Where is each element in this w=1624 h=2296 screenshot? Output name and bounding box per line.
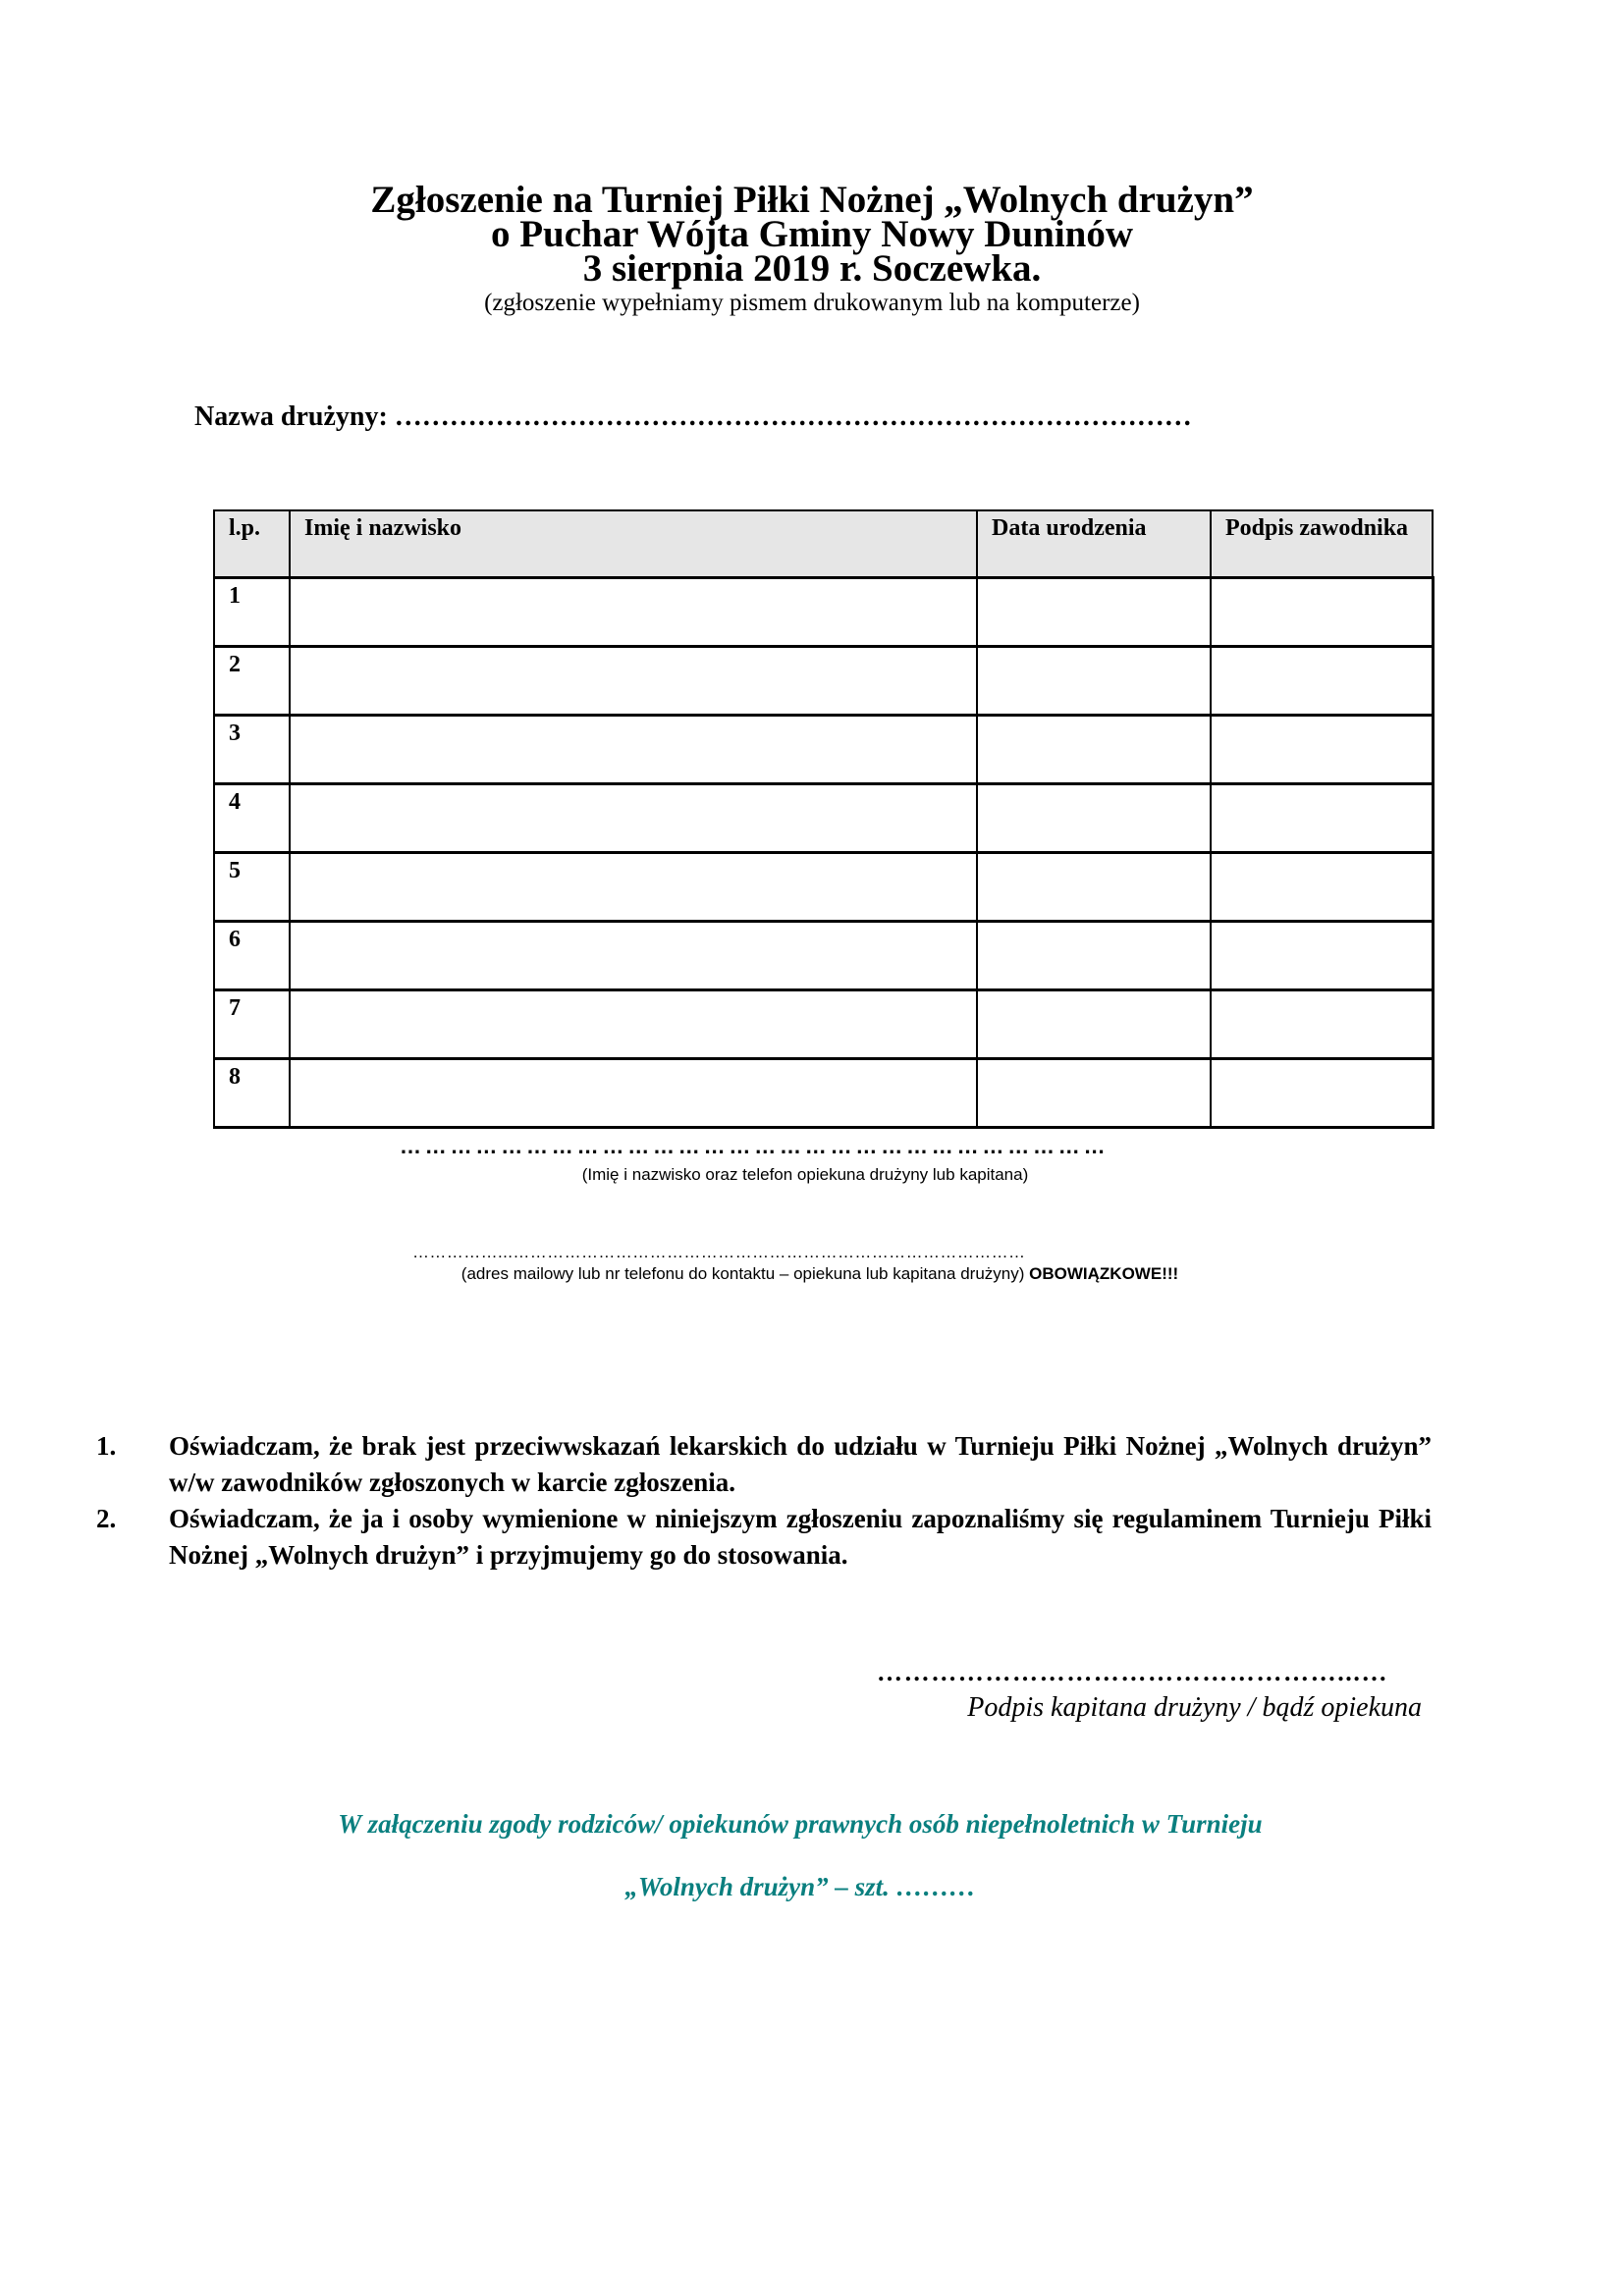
declaration-1 (96, 1428, 1432, 1501)
player-name-cell[interactable] (290, 647, 977, 716)
roster-table (213, 509, 1435, 1129)
captain-signature-line[interactable]: ……………………………………………...… (877, 1658, 1389, 1686)
birth-date-cell[interactable] (977, 1059, 1211, 1128)
birth-date-cell[interactable] (977, 647, 1211, 716)
column-header-signature: Podpis zawodnika (1211, 510, 1433, 578)
birth-date-cell[interactable] (977, 716, 1211, 784)
player-signature-cell[interactable] (1211, 990, 1433, 1059)
roster-header-row (214, 510, 1433, 578)
player-name-cell[interactable] (290, 578, 977, 647)
player-signature-cell[interactable] (1211, 716, 1433, 784)
roster-row (214, 647, 1433, 716)
roster-row (214, 784, 1433, 853)
attachment-note-line-1: W załączeniu zgody rodziców/ opiekunów prawnych osób niepełnoletnich w Turnieju (338, 1809, 1263, 1839)
attachment-note-line-2: „Wolnych drużyn” – szt. ……… (624, 1872, 976, 1901)
roster-row (214, 990, 1433, 1059)
declaration-number: 2. (96, 1504, 117, 1533)
player-name-cell[interactable] (290, 853, 977, 922)
birth-date-cell[interactable] (977, 784, 1211, 853)
guardian-contact-caption: (Imię i nazwisko oraz telefon opiekuna drużyny lub kapitana) (581, 1165, 1029, 1184)
form-title-line-2: o Puchar Wójta Gminy Nowy Duninów (490, 213, 1134, 255)
form-subtitle: (zgłoszenie wypełniamy pismem drukowanym lub na komputerze) (484, 290, 1140, 316)
player-signature-cell[interactable] (1211, 922, 1433, 990)
roster-row (214, 853, 1433, 922)
declaration-2 (96, 1501, 1432, 1574)
roster-row (214, 578, 1433, 647)
team-name-label: Nazwa drużyny: (194, 401, 388, 432)
team-name-field (194, 401, 1192, 433)
column-header-birth-date: Data urodzenia (977, 510, 1211, 578)
column-header-name: Imię i nazwisko (290, 510, 977, 578)
player-signature-cell[interactable] (1211, 853, 1433, 922)
player-signature-cell[interactable] (1211, 647, 1433, 716)
form-title-line-3: 3 sierpnia 2019 r. Soczewka. (582, 247, 1042, 290)
birth-date-cell[interactable] (977, 578, 1211, 647)
row-number: 7 (214, 990, 290, 1059)
column-header-lp: l.p. (214, 510, 290, 578)
row-number: 4 (214, 784, 290, 853)
player-name-cell[interactable] (290, 1059, 977, 1128)
row-number: 8 (214, 1059, 290, 1128)
form-title-line-1: Zgłoszenie na Turniej Piłki Nożnej „Wolnych drużyn” (370, 179, 1254, 221)
birth-date-cell[interactable] (977, 990, 1211, 1059)
player-name-cell[interactable] (290, 784, 977, 853)
declaration-number: 1. (96, 1431, 117, 1461)
row-number: 5 (214, 853, 290, 922)
player-name-cell[interactable] (290, 716, 977, 784)
email-caption-text: (adres mailowy lub nr telefonu do kontaktu – opiekuna lub kapitana drużyny) (460, 1264, 1025, 1283)
declaration-text: Oświadczam, że ja i osoby wymienione w niniejszym zgłoszeniu zapoznaliśmy się regulaminem Turnieju Piłki Nożnej „Wolnych drużyn” i przyjmujemy go do stosowania. (169, 1504, 1432, 1570)
birth-date-cell[interactable] (977, 922, 1211, 990)
team-name-input[interactable]: …………………………………………………………………………… (394, 401, 1192, 432)
roster-row (214, 1059, 1433, 1128)
player-name-cell[interactable] (290, 990, 977, 1059)
declaration-text: Oświadczam, że brak jest przeciwwskazań lekarskich do udziału w Turnieju Piłki Nożnej „Wolnych drużyn” w/w zawodników zgłoszonych w karcie zgłoszenia. (169, 1431, 1432, 1497)
player-signature-cell[interactable] (1211, 1059, 1433, 1128)
row-number: 1 (214, 578, 290, 647)
row-number: 2 (214, 647, 290, 716)
captain-signature-label: Podpis kapitana drużyny / bądź opiekuna (967, 1692, 1422, 1723)
player-name-cell[interactable] (290, 922, 977, 990)
roster-row (214, 922, 1433, 990)
player-signature-cell[interactable] (1211, 784, 1433, 853)
email-contact-line[interactable]: ……………...……………………………………………………………………………… (412, 1243, 1026, 1261)
required-marker: OBOWIĄZKOWE!!! (1029, 1264, 1179, 1283)
row-number: 3 (214, 716, 290, 784)
player-signature-cell[interactable] (1211, 578, 1433, 647)
guardian-contact-line[interactable]: ………………………………………………………………………… (400, 1135, 1110, 1158)
birth-date-cell[interactable] (977, 853, 1211, 922)
email-contact-caption (0, 1264, 1624, 1284)
roster-row (214, 716, 1433, 784)
row-number: 6 (214, 922, 290, 990)
